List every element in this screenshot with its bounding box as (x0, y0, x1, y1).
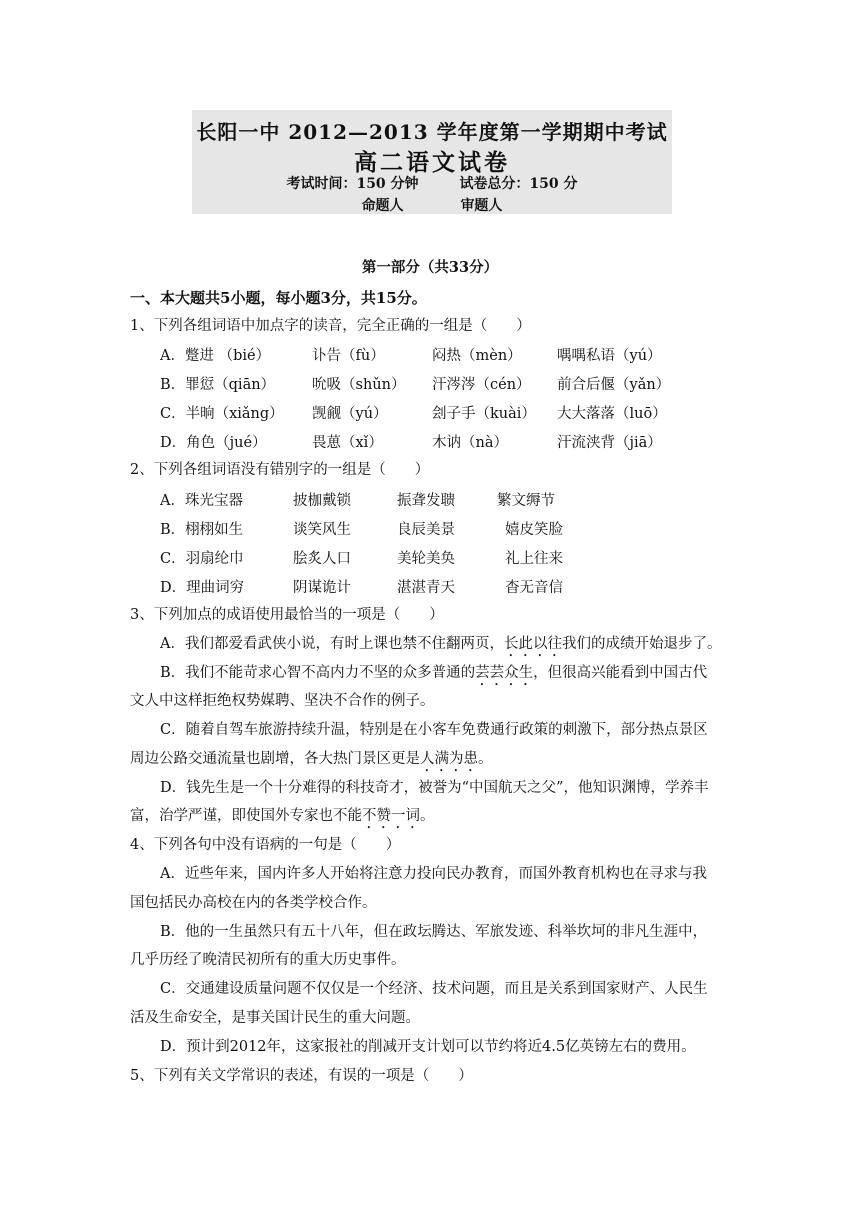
dotted-idiom: 不赞一词 (362, 808, 420, 824)
question-3-stem: 3、下列加点的成语使用最恰当的一项是（ ） (130, 607, 444, 623)
question-3-option-a (160, 634, 721, 660)
option-cell: A．蹩进 （bié） (160, 348, 271, 364)
option-cell: 畏葸（xǐ） (312, 435, 383, 451)
option-cell: B．罪愆（qiān） (160, 377, 276, 393)
option-cell: 刽子手（kuài） (432, 406, 536, 422)
part-one-title: 第一部分（共33分） (361, 259, 499, 276)
section-one-heading: 一、本大题共5小题，每小题3分，共15分。 (130, 289, 427, 307)
question-4-stem: 4、下列各句中没有语病的一句是（ ） (130, 837, 401, 853)
question-4-option-b-cont: 几乎历经了晚清民初所有的重大历史事件。 (130, 952, 406, 968)
option-cell: 觊觎（yú） (312, 406, 388, 422)
question-3-option-d-cont (130, 806, 435, 832)
question-2-stem: 2、下列各组词语没有错别字的一组是（ ） (130, 462, 430, 478)
question-4-option-c-cont: 活及生命安全，是事关国计民生的重大问题。 (130, 1010, 420, 1026)
school-exam-title: 长阳一中 2012—2013 学年度第一学期期中考试 (196, 120, 668, 144)
option-cell: 嬉皮笑脸 (505, 522, 563, 538)
question-4-option-b: B．他的一生虽然只有五十八年，但在政坛腾达、军旅发迹、科举坎坷的非凡生涯中， (160, 924, 708, 940)
option-cell: 汗流浃背（jiā） (557, 435, 662, 451)
option-cell: 谈笑风生 (293, 522, 351, 538)
dotted-idiom: 人满为患 (420, 751, 478, 767)
text-fragment: 富，治学严谨，即使国外专家也不能 (130, 808, 362, 824)
question-3-option-c: C．随着自驾车旅游持续升温，特别是在小客车免费通行政策的刺激下，部分热点景区 (160, 722, 708, 738)
text-fragment: 。 (478, 751, 493, 767)
text-fragment: 我们的成绩开始退步了。 (561, 636, 722, 652)
option-cell: A．珠光宝器 (160, 493, 243, 509)
text-fragment: 周边公路交通流量也剧增，各大热门景区更是 (130, 751, 420, 767)
text-fragment: 。 (420, 808, 435, 824)
exam-header-banner (192, 110, 672, 214)
option-cell: 披枷戴锁 (293, 493, 351, 509)
option-cell: 木讷（nà） (432, 435, 508, 451)
question-3-option-b-cont: 文人中这样拒绝权势媒聘、坚决不合作的例子。 (130, 693, 435, 709)
option-cell: 湛湛青天 (397, 580, 455, 596)
option-cell: 杳无音信 (505, 580, 563, 596)
exam-paper-title: 高二语文试卷 (354, 149, 510, 176)
option-cell: 汗涔涔（cén） (432, 377, 531, 393)
option-cell: 讣告（fù） (312, 348, 385, 364)
option-cell: 阴谋诡计 (293, 580, 351, 596)
option-cell: 繁文缛节 (497, 493, 555, 509)
question-3-option-b (160, 663, 707, 689)
option-cell: 吮吸（shǔn） (312, 377, 406, 393)
exam-info-line (192, 173, 672, 193)
option-cell: D．理曲词穷 (160, 580, 245, 596)
option-cell: B．栩栩如生 (160, 522, 244, 538)
question-5-stem: 5、下列有关文学常识的表述，有误的一项是（ ） (130, 1068, 473, 1084)
exam-time: 考试时间：150 分钟 (286, 176, 419, 192)
option-cell: 振聋发聩 (397, 493, 455, 509)
option-cell: 大大落落（luō） (557, 406, 667, 422)
option-cell: 喁喁私语（yú） (557, 348, 662, 364)
dotted-idiom: 芸芸众生 (475, 665, 534, 681)
exam-staff-line (192, 195, 672, 215)
option-cell: 脍炙人口 (293, 551, 351, 567)
question-4-option-a-cont: 国包括民办高校在内的各类学校合作。 (130, 895, 377, 911)
option-cell: 闷热（mèn） (432, 348, 522, 364)
question-4-option-d: D．预计到2012年，这家报社的削减开支计划可以节约将近4.5亿英镑左右的费用。 (160, 1039, 696, 1055)
text-fragment: B．我们不能苛求心智不高内力不坚的众多普通的 (160, 665, 476, 681)
setter-label: 命题人 (361, 198, 404, 214)
question-4-option-c: C．交通建设质量问题不仅仅是一个经济、技术问题，而且是关系到国家财产、人民生 (160, 981, 708, 997)
total-score: 试卷总分：150 分 (459, 176, 578, 192)
text-fragment: ，但很高兴能看到中国古代 (533, 665, 708, 681)
option-cell: 礼上往来 (505, 551, 563, 567)
option-cell: D．角色（jué） (160, 435, 267, 451)
text-fragment: A．我们都爱看武侠小说，有时上课也禁不住翻两页， (160, 636, 504, 652)
question-3-option-c-cont (130, 749, 493, 775)
option-cell: 前合后偃（yǎn） (557, 377, 671, 393)
option-cell: 良辰美景 (397, 522, 455, 538)
question-3-option-d: D．钱先生是一个十分难得的科技奇才，被誉为“中国航天之父”，他知识渊博，学养丰 (160, 780, 709, 796)
question-1-stem: 1、下列各组词语中加点字的读音，完全正确的一组是（ ） (130, 318, 531, 334)
option-cell: C．半晌（xiǎng） (160, 406, 284, 422)
option-cell: 美轮美奂 (397, 551, 455, 567)
reviewer-label: 审题人 (460, 198, 503, 214)
option-cell: C．羽扇纶巾 (160, 551, 244, 567)
question-4-option-a: A．近些年来，国内许多人开始将注意力投向民办教育，而国外教育机构也在寻求与我 (160, 866, 707, 882)
dotted-idiom: 长此以往 (503, 636, 562, 652)
